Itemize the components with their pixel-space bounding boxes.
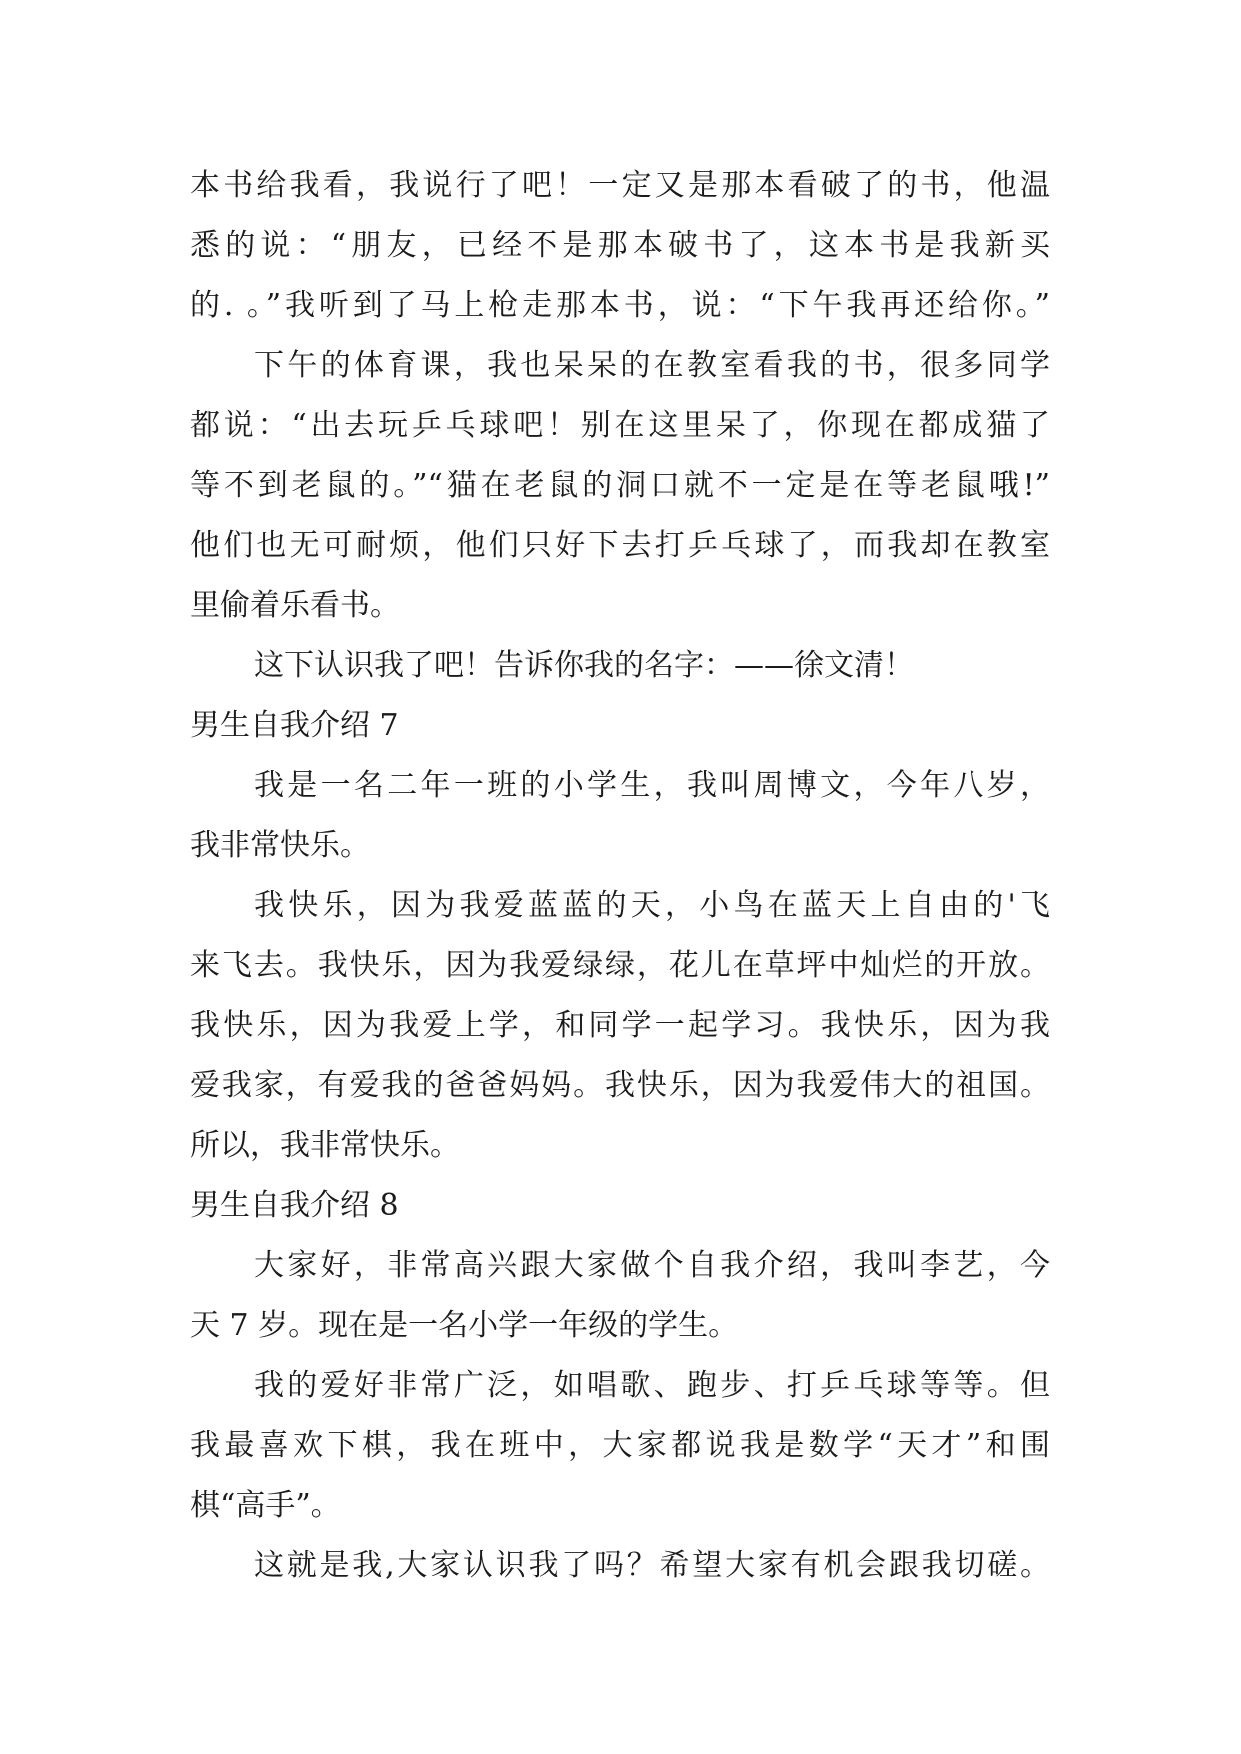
paragraph: [190, 1236, 1050, 1356]
text-line: 我快乐，因为我爱蓝蓝的天，小鸟在蓝天上自由的'飞: [254, 888, 1050, 923]
paragraph: [190, 636, 1050, 696]
text-line: 大家好，非常高兴跟大家做个自我介绍，我叫李艺，今: [254, 1248, 1050, 1283]
section-heading: 男生自我介绍 7: [190, 708, 399, 743]
text-line: 这就是我,大家认识我了吗？希望大家有机会跟我切磋。: [254, 1548, 1050, 1583]
section-heading: 男生自我介绍 8: [190, 1188, 399, 1223]
paragraph: [190, 756, 1050, 876]
text-line: 等不到老鼠的。”“猫在老鼠的洞口就不一定是在等老鼠哦!”: [190, 468, 1050, 503]
text-line: 悉的说：“朋友，已经不是那本破书了，这本书是我新买: [190, 228, 1050, 263]
paragraph: [190, 1356, 1050, 1536]
paragraph: [190, 1536, 1050, 1596]
text-line: 我的爱好非常广泛，如唱歌、跑步、打乒乓球等等。但: [254, 1368, 1050, 1403]
text-line: 本书给我看，我说行了吧！一定又是那本看破了的书，他温: [190, 168, 1050, 203]
text-line: 里偷着乐看书。: [190, 588, 400, 623]
text-line: 棋“高手”。: [190, 1488, 341, 1523]
text-line: 我最喜欢下棋，我在班中，大家都说我是数学“天才”和围: [190, 1428, 1050, 1463]
text-line: 下午的体育课，我也呆呆的在教室看我的书，很多同学: [254, 348, 1050, 383]
paragraph: [190, 336, 1050, 636]
document-page: [190, 156, 1050, 1596]
paragraph: [190, 876, 1050, 1176]
text-line: 都说：“出去玩乒乓球吧！别在这里呆了，你现在都成猫了: [190, 408, 1050, 443]
text-line: 我快乐，因为我爱上学，和同学一起学习。我快乐，因为我: [190, 1008, 1050, 1043]
text-line: 我是一名二年一班的小学生，我叫周博文，今年八岁，: [254, 768, 1050, 803]
text-line: 来飞去。我快乐，因为我爱绿绿，花儿在草坪中灿烂的开放。: [190, 948, 1050, 983]
text-line: 我非常快乐。: [190, 828, 370, 863]
paragraph: [190, 156, 1050, 336]
text-line: 这下认识我了吧！告诉你我的名字：——徐文清！: [254, 648, 914, 683]
text-line: 的. 。”我听到了马上枪走那本书，说：“下午我再还给你。”: [190, 288, 1050, 323]
text-line: 所以，我非常快乐。: [190, 1128, 460, 1163]
text-line: 天 7 岁。现在是一名小学一年级的学生。: [190, 1308, 739, 1343]
text-line: 他们也无可耐烦，他们只好下去打乒乓球了，而我却在教室: [190, 528, 1050, 563]
text-line: 爱我家，有爱我的爸爸妈妈。我快乐，因为我爱伟大的祖国。: [190, 1068, 1050, 1103]
